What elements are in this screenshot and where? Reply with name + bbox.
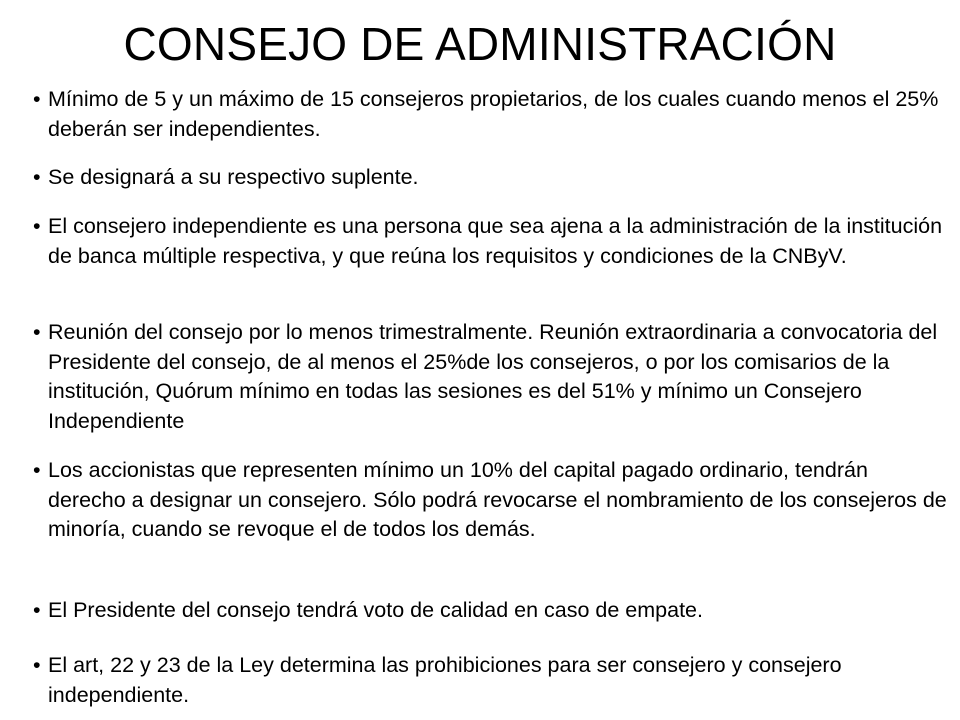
slide-title: CONSEJO DE ADMINISTRACIÓN bbox=[123, 18, 837, 70]
bullet-item bbox=[33, 318, 948, 436]
bullet-dot-icon: • bbox=[33, 320, 41, 344]
bullet-text: El Presidente del consejo tendrá voto de calidad en caso de empate. bbox=[48, 598, 703, 622]
bullet-text: Reunión del consejo por lo menos trimestralmente. Reunión extraordinaria a convocatoria del Presidente del consejo, de al menos el 25%de los consejeros, o por los comisarios de la institución, Quórum mínimo en todas las sesiones es del 51% y mínimo un Consejero Independiente bbox=[48, 320, 938, 433]
bullet-item bbox=[33, 651, 948, 710]
bullet-text: El consejero independiente es una persona que sea ajena a la administración de la institución de banca múltiple respectiva, y que reúna los requisitos y condiciones de la CNByV. bbox=[48, 214, 943, 268]
bullet-text: Los accionistas que representen mínimo un 10% del capital pagado ordinario, tendrán derecho a designar un consejero. Sólo podrá revocarse el nombramiento de los consejeros de minoría, cuando se revoque el de todos los demás. bbox=[48, 458, 947, 541]
bullet-item bbox=[33, 85, 948, 144]
bullet-item bbox=[33, 163, 948, 193]
bullet-item bbox=[33, 596, 948, 626]
bullet-dot-icon: • bbox=[33, 165, 41, 189]
bullet-item bbox=[33, 456, 948, 545]
bullet-item bbox=[33, 212, 948, 271]
bullet-text: El art, 22 y 23 de la Ley determina las prohibiciones para ser consejero y consejero independiente. bbox=[48, 653, 842, 707]
bullet-dot-icon: • bbox=[33, 214, 41, 238]
bullet-dot-icon: • bbox=[33, 653, 41, 677]
bullet-dot-icon: • bbox=[33, 598, 41, 622]
bullet-text: Mínimo de 5 y un máximo de 15 consejeros propietarios, de los cuales cuando menos el 25% deberán ser independientes. bbox=[48, 87, 939, 141]
bullet-text: Se designará a su respectivo suplente. bbox=[48, 165, 419, 189]
bullet-dot-icon: • bbox=[33, 458, 41, 482]
bullet-dot-icon: • bbox=[33, 87, 41, 111]
